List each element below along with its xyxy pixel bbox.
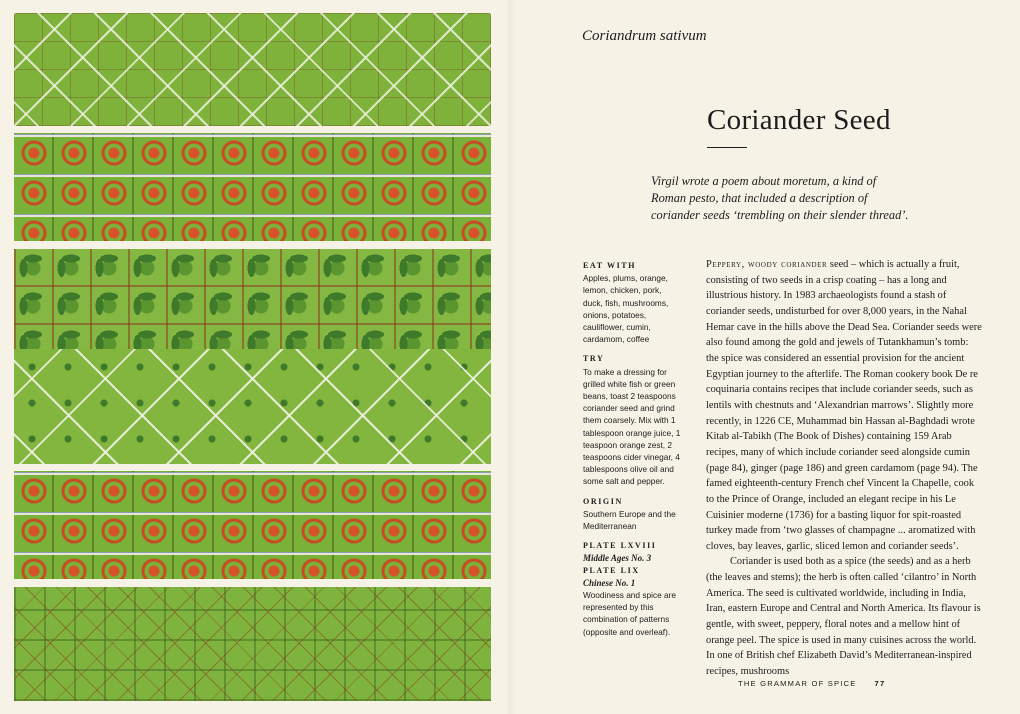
- pattern-band-rosette-2: [14, 471, 491, 579]
- intro-quote: Virgil wrote a poem about moretum, a kind of Roman pesto, that included a description of coriander seeds ‘trembling on their slender thread’.: [651, 174, 909, 222]
- page-gutter: [508, 0, 522, 714]
- sidebar: [583, 260, 683, 646]
- latin-name: Coriandrum sativum: [582, 28, 707, 44]
- pattern-band-lattice-2: [14, 349, 491, 464]
- eat-with-heading: EAT WITH: [583, 261, 637, 270]
- running-head: THE GRAMMAR OF SPICE: [738, 679, 857, 688]
- body-p1-text: seed – which is actually a fruit, consisting of two seeds in a crisp coating – has a long and illustrious history. In 1983 archaeologists found a stash of coriander seeds, undisturbed for over 8,000 years, in the Nahal Hemar cave in the hills above the Dead Sea. Coriander seeds were also found among the gold and jewels of Tutankhamun’s tomb: the spice was considered an essential provision for the ancient Egyptian journey to the afterlife. The Roman cookery book De re coquinaria contains recipes that include coriander seeds, such as lentils with chestnuts and ‘Alexandrian marrows’. Slightly more recently, in 1226 CE, Muhammad bin Hassan al-Baghdadi wrote Kitab al-Tabikh (The Book of Dishes) containing 159 Arab recipes, many of which include coriander seed alongside cumin (page 84), ginger (page 186) and green cardamom (page 94). The famed eighteenth-century French chef Vincent la Chapelle, cook to the Prince of Orange, included an elegant recipe in his Le Cuisinier moderne (1736) for a basting liquor for spit-roasted turkey made from ‘two glasses of champagne ... aromatized with cloves, bay leaves, garlic, sliced lemon and coriander seeds’.: [706, 259, 982, 552]
- try-heading: TRY: [583, 354, 605, 364]
- body-text: [706, 257, 982, 680]
- body-lead: Peppery, woody coriander: [706, 259, 828, 270]
- plate2-heading: PLATE LIX: [583, 565, 640, 575]
- pattern-band-rosette: [14, 133, 491, 241]
- running-footer: [738, 679, 885, 688]
- pattern-band-leaf: [14, 249, 491, 349]
- page-number: 77: [874, 679, 886, 688]
- pattern-band-lattice: [14, 13, 491, 126]
- title-rule: [707, 147, 747, 148]
- plate1-name: Middle Ages No. 3: [583, 553, 652, 564]
- try-text: To make a dressing for grilled white fish or green beans, toast 2 teaspoons coriander seed and grind them coarsely. Mix with 1 tablespoon orange juice, 1 teaspoon orange zest, 2 teaspoons cider vinegar, 4 tablespoons olive oil and some salt and pepper.: [583, 366, 681, 487]
- plate-text: Woodiness and spice are represented by this combination of patterns (opposite and overleaf).: [583, 590, 677, 637]
- origin-text: Southern Europe and the Mediterranean: [583, 508, 676, 532]
- plate1-heading: PLATE LXVIII: [583, 541, 657, 551]
- pattern-band-trellis: [14, 587, 491, 701]
- body-paragraph-1: [706, 257, 982, 554]
- eat-with-text: Apples, plums, orange, lemon, chicken, pork, duck, fish, mushrooms, onions, potatoes, cauliflower, cumin, cardamom, coffee: [583, 273, 669, 345]
- body-paragraph-2: Coriander is used both as a spice (the seeds) and as a herb (the leaves and stems); the herb is often called ‘cilantro’ in North America. The seed is cultivated worldwide, including in India, Iran, eastern Europe and Central and North America. Its flavour is gentle, with sweet, peppery, floral notes and a mellow hint of orange peel. The spice is used in many cuisines across the world. In one of British chef Elizabeth David’s Mediterranean-inspired recipes, mushrooms: [706, 556, 981, 678]
- plate2-name: Chinese No. 1: [583, 577, 636, 588]
- page-title: Coriander Seed: [707, 104, 891, 136]
- origin-heading: ORIGIN: [583, 496, 623, 506]
